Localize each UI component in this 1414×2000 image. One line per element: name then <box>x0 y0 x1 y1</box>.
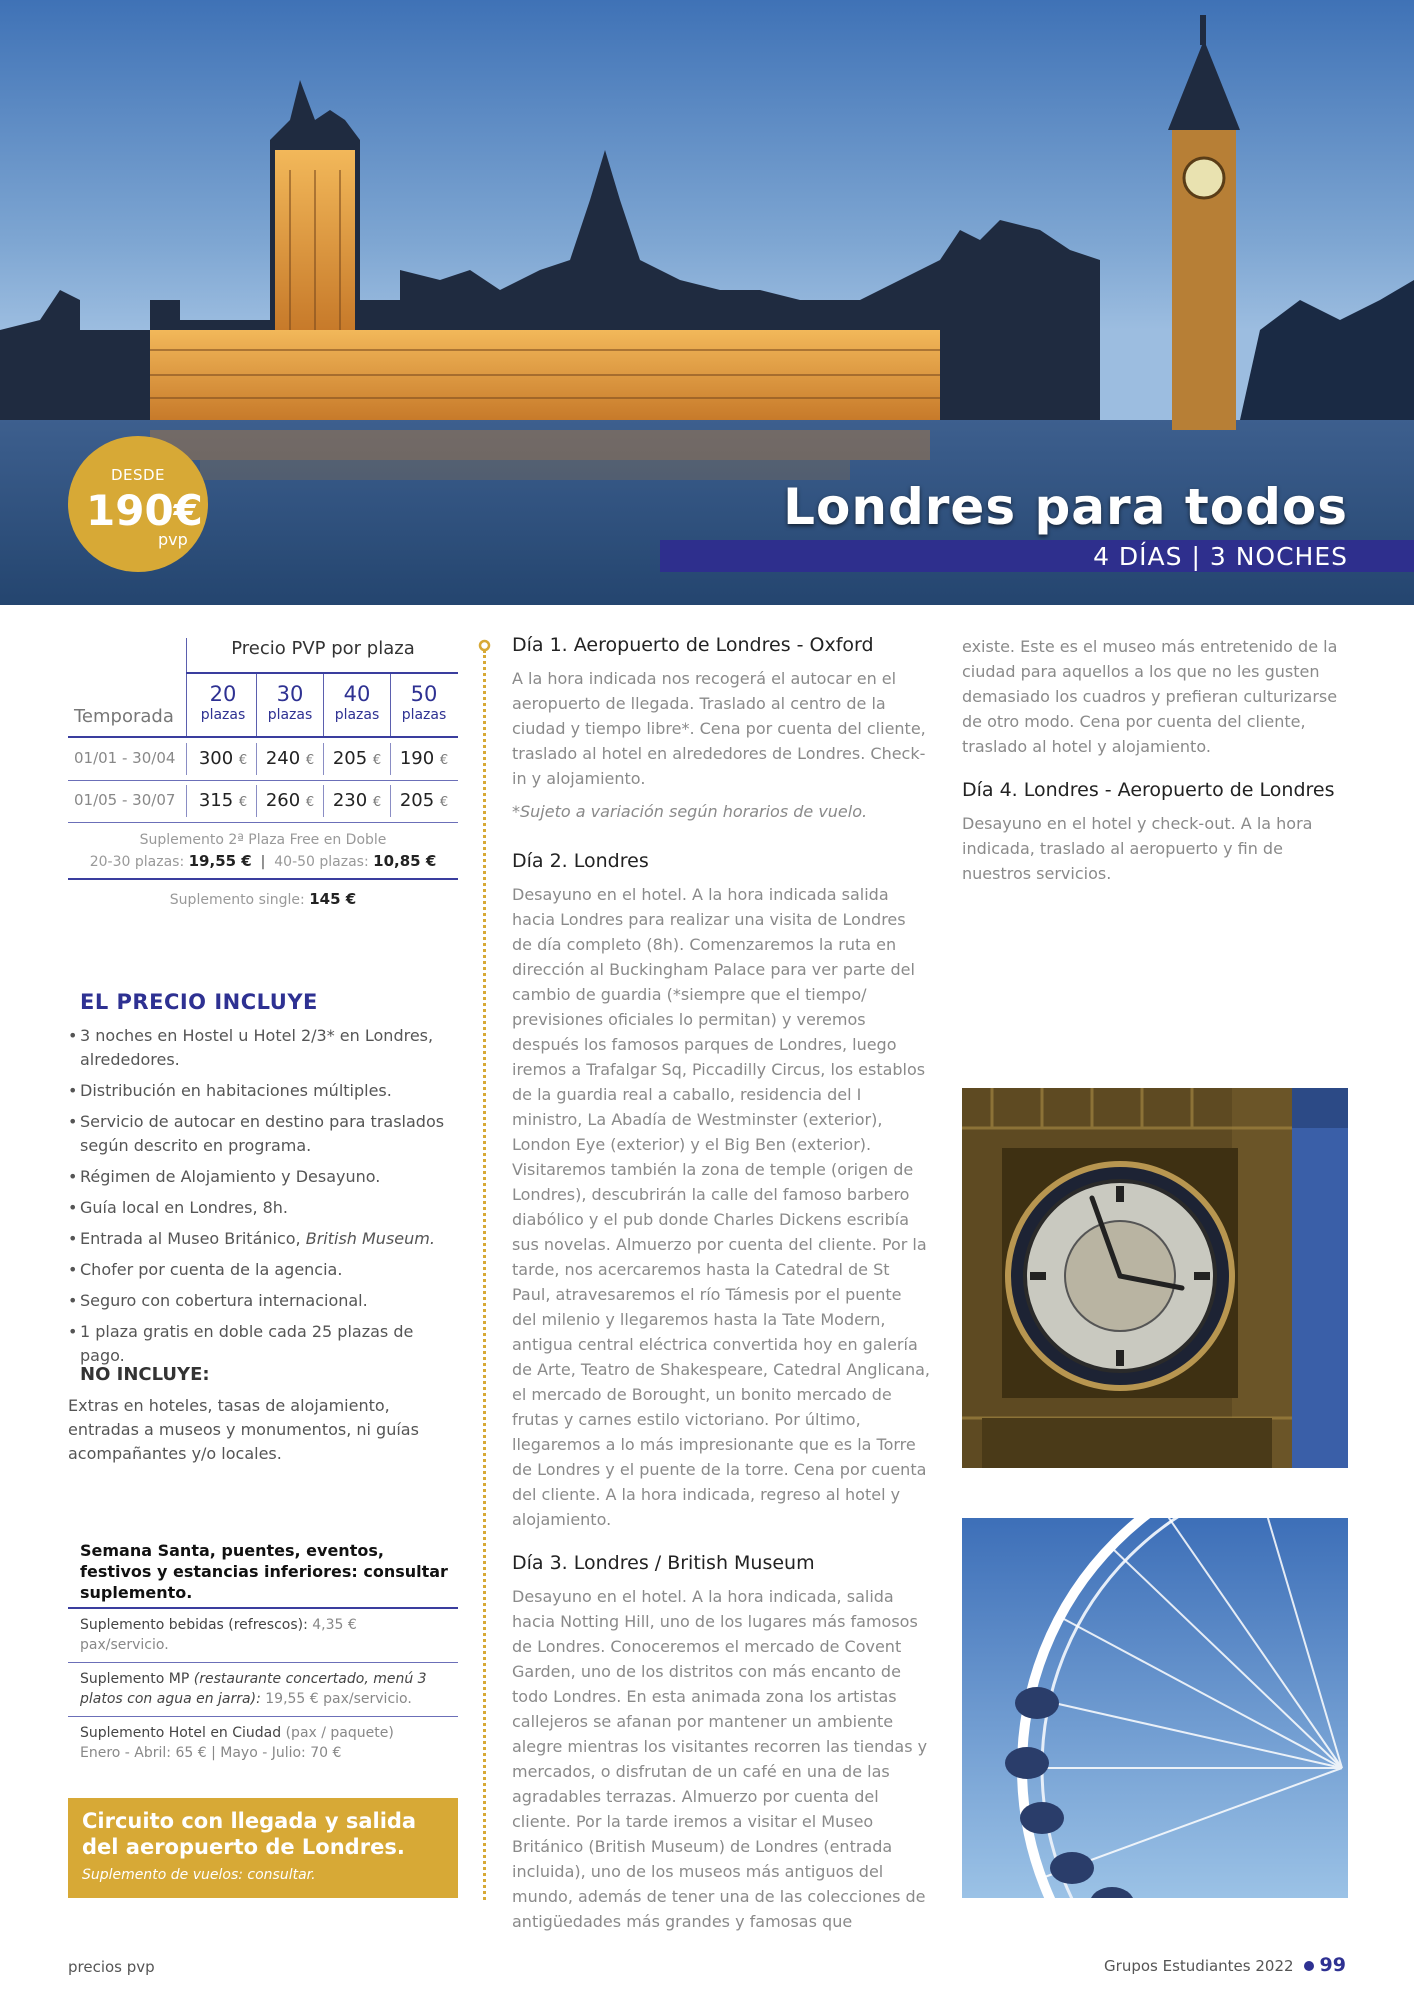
table-divider <box>68 736 458 738</box>
supplement-free-plaza <box>68 830 458 873</box>
itinerary-column-2 <box>962 634 1348 906</box>
column-number: 30 <box>276 682 304 706</box>
list-item: • Entrada al Museo Británico, British Museum. <box>68 1227 458 1251</box>
big-ben-clock-photo <box>962 1088 1348 1468</box>
hero-banner <box>0 0 1414 605</box>
season-label: Temporada <box>74 706 174 727</box>
supplement-hotel: Suplemento Hotel en Ciudad (pax / paquete) Enero - Abril: 65 € | Mayo - Julio: 70 € <box>80 1725 394 1761</box>
table-row <box>68 739 458 779</box>
price-badge <box>68 436 208 572</box>
list-item: • Guía local en Londres, 8h. <box>68 1196 458 1220</box>
page-title: Londres para todos <box>783 478 1348 536</box>
day-2 <box>512 850 930 1532</box>
includes-title: EL PRECIO INCLUYE <box>80 990 318 1014</box>
column-label: plazas <box>267 707 313 723</box>
price-cell: 230 € <box>332 790 382 811</box>
price-cell: 205 € <box>399 790 449 811</box>
season-range: 01/01 - 30/04 <box>74 749 176 767</box>
column-number: 50 <box>410 682 438 706</box>
supplement-single: Suplemento single: 145 € <box>169 890 357 908</box>
column-40-plazas <box>324 682 390 723</box>
badge-pvp: pvp <box>158 530 188 549</box>
table-divider <box>186 785 187 817</box>
list-item: • 3 noches en Hostel u Hotel 2/3* en Londres, alrededores. <box>68 1024 458 1072</box>
column-number: 40 <box>343 682 371 706</box>
footer-dot-icon <box>1304 1961 1314 1971</box>
supplement-label: Suplemento 2ª Plaza Free en Doble <box>139 832 387 848</box>
list-item: • 1 plaza gratis en doble cada 25 plazas de pago. <box>68 1320 458 1368</box>
airport-circuit-box <box>68 1798 458 1898</box>
supplement-values: 20-30 plazas: 19,55 € | 40-50 plazas: 10,85 € <box>89 852 437 870</box>
not-included-title: NO INCLUYE: <box>80 1364 210 1385</box>
day-3 <box>512 1552 930 1934</box>
day-text: Desayuno en el hotel. A la hora indicada salida hacia Londres para realizar una visita de Londres de día completo (8h). Comenzaremos la ruta en dirección al Buckingham Palace para ver parte del cambio de guardia (*siempre que el tiempo/ previsiones oficiales lo permitan) y veremos después los famosos parques de Londres, luego iremos a Trafalgar Sq, Piccadilly Circus, los establos de la guardia real a caballo, residencia del I ministro, La Abadía de Westminster (exterior), London Eye (exterior) y el Big Ben (exterior). Visitaremos también la zona de temple (origen de Londres), descubrirán la calle del famoso barbero diabólico y el pub donde Charles Dickens escribía sus novelas. Almuerzo por cuenta del cliente. Por la tarde, nos acercaremos hasta la Catedral de St Paul, atravesaremos el río Támesis por el puente del milenio y llegaremos hasta la Tate Modern, antigua central eléctrica convertida hoy en galería de Arte, Teatro de Shakespeare, Catedral Anglicana, el mercado de Borought, un bonito mercado de frutas y carnes estilo victoriano. Por último, llegaremos a lo más impresionante que es la Torre de Londres y el puente de la torre. Cena por cuenta del cliente. A la hora indicada, regreso al hotel y alojamiento. <box>512 885 931 1529</box>
supplements-title: Semana Santa, puentes, eventos, festivos y estancias inferiores: consultar suplemento. <box>80 1541 448 1602</box>
price-cell: 205 € <box>332 748 382 769</box>
price-cell: 190 € <box>399 748 449 769</box>
airport-circuit-title: Circuito con llegada y salida del aeropuerto de Londres. <box>82 1809 417 1859</box>
day-title: Día 2. Londres <box>512 850 649 872</box>
badge-desde: DESDE <box>110 466 166 484</box>
price-table-header: Precio PVP por plaza <box>231 638 415 659</box>
page-subtitle: 4 DÍAS | 3 NOCHES <box>1093 542 1348 571</box>
day-title: Día 4. Londres - Aeropuerto de Londres <box>962 779 1335 801</box>
day-text: Desayuno en el hotel y check-out. A la hora indicada, traslado al aeropuerto y fin de nuestros servicios. <box>962 814 1313 883</box>
column-label: plazas <box>200 707 246 723</box>
column-divider <box>483 650 486 1900</box>
table-divider <box>68 822 458 823</box>
price-cell: 300 € <box>198 748 248 769</box>
list-item: • Seguro con cobertura internacional. <box>68 1289 458 1313</box>
london-eye-photo <box>962 1518 1348 1898</box>
list-item: • Servicio de autocar en destino para traslados según descrito en programa. <box>68 1110 458 1158</box>
price-cell: 240 € <box>265 748 315 769</box>
footer-right <box>1104 1954 1346 1976</box>
table-divider <box>186 638 187 736</box>
day-text: existe. Este es el museo más entretenido de la ciudad para aquellos a los que no les gusten demasiado los cuadros y prefieran culturizarse de otro modo. Cena por cuenta del cliente, traslado al hotel y alojamiento. <box>962 637 1338 756</box>
day-title: Día 1. Aeropuerto de Londres - Oxford <box>512 634 874 656</box>
footer-left: precios pvp <box>68 1958 155 1976</box>
column-20-plazas <box>190 682 256 723</box>
day-4 <box>962 779 1348 886</box>
column-number: 20 <box>209 682 237 706</box>
big-ben-clock-icon <box>962 1088 1348 1468</box>
includes-list <box>68 1024 458 1375</box>
list-item: • Distribución en habitaciones múltiples. <box>68 1079 458 1103</box>
column-label: plazas <box>334 707 380 723</box>
day-title: Día 3. Londres / British Museum <box>512 1552 815 1574</box>
table-divider <box>186 743 187 775</box>
supplement-mp: Suplemento MP (restaurante concertado, menú 3 platos con agua en jarra): 19,55 € pax/servicio. <box>68 1663 458 1717</box>
day-text: Desayuno en el hotel. A la hora indicada, salida hacia Notting Hill, uno de los lugares más famosos de Londres. Conoceremos el mercado de Covent Garden, uno de los distritos con más encanto de todo Londres. En esta animada zona los artistas callejeros se afanan por mantener un ambiente alegre mientras los visitantes recorren las tiendas y mercados, o disfrutan de un café en una de las agradables terrazas. Almuerzo por cuenta del cliente. Por la tarde iremos a visitar el Museo Británico (British Museum) de Londres (entrada incluida), uno de los museos más antiguos del mundo, además de tener una de las colecciones de antigüedades más grandes y famosas que <box>512 1587 928 1931</box>
supplement-drinks: Suplemento bebidas (refrescos): 4,35 € pax/servicio. <box>68 1609 458 1663</box>
column-label: plazas <box>401 707 447 723</box>
column-30-plazas <box>257 682 323 723</box>
airport-circuit-subtitle: Suplemento de vuelos: consultar. <box>82 1867 316 1883</box>
page-number: 99 <box>1319 1954 1346 1976</box>
price-cell: 315 € <box>198 790 248 811</box>
season-range: 01/05 - 30/07 <box>74 791 176 809</box>
supplements-box <box>68 1540 458 1770</box>
day-text: A la hora indicada nos recogerá el autocar en el aeropuerto de llegada. Traslado al centro de la ciudad y tiempo libre*. Cena por cuenta del cliente, traslado al hotel en alrededores de Londres. Check-in y alojamiento. <box>512 669 926 788</box>
itinerary-column-1 <box>512 634 930 1954</box>
day-note: *Sujeto a variación según horarios de vuelo. <box>512 802 868 821</box>
list-item: • Chofer por cuenta de la agencia. <box>68 1258 458 1282</box>
table-row <box>68 781 458 821</box>
column-50-plazas <box>391 682 457 723</box>
table-divider <box>68 878 458 880</box>
price-cell: 260 € <box>265 790 315 811</box>
london-eye-icon <box>962 1518 1348 1898</box>
badge-amount: 190€ <box>86 486 203 535</box>
table-divider <box>186 672 458 674</box>
day-1 <box>512 634 930 824</box>
footer-catalog-name: Grupos Estudiantes 2022 <box>1104 1957 1294 1975</box>
day-3-continued <box>962 634 1348 759</box>
not-included-text: Extras en hoteles, tasas de alojamiento, entradas a museos y monumentos, ni guías acompañantes y/o locales. <box>68 1396 419 1463</box>
list-item: • Régimen de Alojamiento y Desayuno. <box>68 1165 458 1189</box>
